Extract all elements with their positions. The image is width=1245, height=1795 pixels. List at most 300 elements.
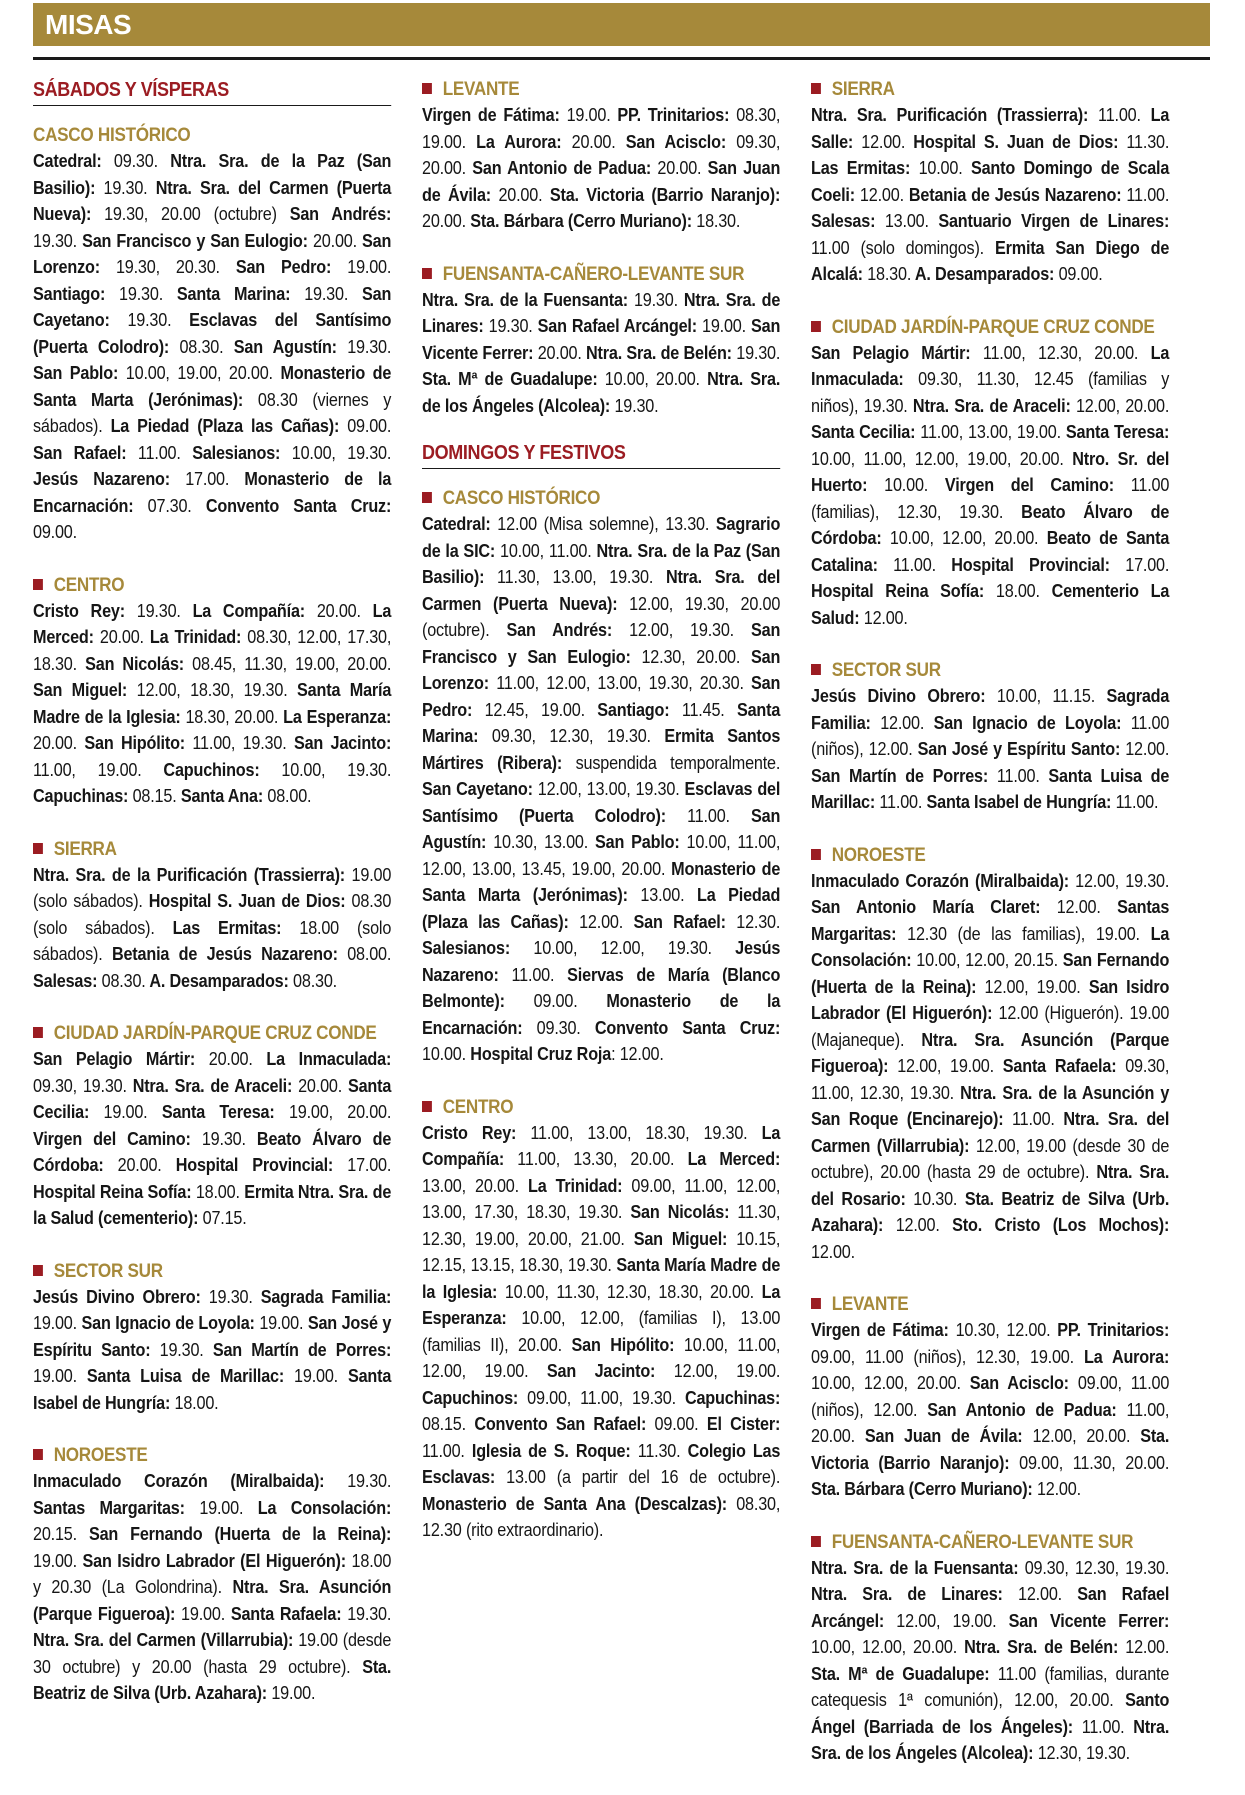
church-name: Santa Rafaela: [993,1056,1117,1076]
church-entry [33,443,181,463]
church-name: La Inmaculada: [811,342,1170,389]
church-name: Santuario Virgen de Linares: [928,211,1170,231]
church-name: Hospital Reina Sofía: [811,581,985,601]
mass-times: 10.00, 19.30. [280,442,392,463]
mass-times: 18.30. [691,211,741,231]
church-entry [77,1366,338,1386]
church-name: Sta. Bárbara (Cerro Muriano): [811,1479,1033,1499]
mass-times: 11.00 (niños), 12.00. [811,712,1170,759]
church-entry [33,469,229,489]
mass-times: 08.45, 11.30, 19.00, 20.00. [184,653,392,674]
mass-times: 08.15. [128,786,177,806]
area-title [33,124,391,148]
mass-times: 10.00, 12.00, 20.00. [811,1637,958,1657]
church-name: Virgen de Fátima: [811,1320,949,1340]
church-entry [811,211,929,231]
church-name: Colegio Las Esclavas: [422,1440,781,1487]
church-name: Hospital S. Juan de Dios: [142,891,346,911]
church-name: A. Desamparados: [911,264,1055,284]
church-entry [811,766,1040,786]
church-entry [582,343,781,363]
mass-times: 08.30. [288,970,338,991]
church-name: San Miguel: [624,1228,728,1249]
church-name: Virgen de Fátima: [422,105,560,125]
mass-times: 08.30. [169,336,224,357]
church-entry [811,1479,1081,1499]
mass-times: 10.00, 11.15. [985,686,1096,706]
mass-times: 09.00. [33,522,77,542]
church-name: Ntra. Sra. de la Asunción y San Roque (Encinarejo): [811,1082,1170,1129]
area-section [33,124,391,546]
church-name: La Esperanza: [278,706,392,727]
church-name: Beato de Santa Catalina: [811,528,1170,575]
church-entry [103,416,392,436]
church-name: Monasterio de Santa Marta (Jerónimas): [422,858,781,905]
mass-times: 10.00. [867,475,929,495]
mass-times: 12.00. [1002,1584,1062,1604]
mass-times: 19.30. [95,177,148,198]
church-entry [913,739,1170,759]
area-title [33,1022,391,1046]
mass-times: 10.00, 19.30. [259,759,392,780]
church-entry [466,211,740,231]
church-entry [908,396,1170,416]
church-name: Ntra. Sra. de los Ángeles (Alcolea): [422,369,781,416]
church-name: San Francisco y San Eulogio: [76,230,308,251]
church-entry [466,1414,699,1434]
mass-times: 07.15. [198,1208,247,1228]
area-section [422,1096,780,1544]
church-entry [422,1123,748,1143]
mass-times: 19.00. [33,1366,77,1386]
mass-times: 18.30. [862,264,912,284]
church-entry [533,316,746,336]
page-title: MISAS [45,9,132,40]
mass-times: 12.00, 19.00 (desde 30 de octubre), 20.00 (hasta 29 de octubre). [811,1135,1170,1182]
church-name: Ntra. Sra. de Belén: [581,342,732,363]
church-name: San Hipólito: [76,733,186,753]
mass-times: 08.30 (viernes y sábados). [33,389,392,436]
mass-times: 12.00, 19.00. [655,1361,781,1381]
area-title-text: CASCO HISTÓRICO [442,488,601,509]
area-section [422,263,780,420]
church-name: San Juan de Ávila: [422,158,781,205]
mass-times: 12.00 (Misa solemne), 13.30. [490,514,710,534]
mass-times: 11.00 (familias), 12.30, 19.30. [811,475,1170,522]
church-name: Virgen del Camino: [928,475,1114,495]
church-entry [811,422,1061,442]
mass-times: 09.00. [339,416,392,436]
church-name: Virgen del Camino: [33,1128,191,1149]
church-name: San Ignacio de Loyola: [924,712,1122,733]
mass-times: 11.00, 13.00, 19.00. [915,422,1061,442]
mass-times: 12.00. [1032,1479,1081,1499]
church-entry [177,786,312,806]
church-name: Ermita Santos Mártires (Ribera): [422,726,781,773]
church-name: Betania de Jesús Nazareno: [102,944,338,964]
church-name: Sagrada Familia: [811,686,1170,733]
church-name: San Pablo: [588,832,680,852]
mass-times: 08.30, 12.00, 17.30, 18.30. [33,627,392,674]
church-name: San Juan de Ávila: [854,1426,1023,1446]
church-name: Ntra. Sra. Asunción (Parque Figueroa): [811,1029,1170,1076]
mass-times: 13.00, 20.00. [422,1175,519,1196]
church-name: Esclavas del Santísimo (Puerta Colodro): [33,310,392,357]
church-entry [422,1494,780,1541]
church-entry [922,792,1158,812]
church-name: Santo Ángel (Barriada de los Ángeles): [811,1690,1170,1737]
church-name: Ermita Ntra. Sra. de la Salud (cementerio): [33,1181,392,1228]
church-entry [904,185,1169,205]
square-bullet-icon [422,268,432,279]
church-entry [811,1584,1062,1604]
church-name: La Piedad (Plaza las Cañas): [102,416,340,436]
mass-times: 20.00. [533,342,582,363]
church-entry [811,105,1141,125]
mass-times: 11.00 (solo domingos). [811,237,985,258]
mass-times: 11.00. [988,765,1040,786]
mass-times: 19.00. [33,1313,77,1333]
mass-times: 08.30, 19.00. [422,105,781,152]
mass-times: 12.30, 20.00. [630,646,741,667]
mass-times: 09.00. [646,1414,699,1434]
mass-times: 19.30. [105,283,164,304]
mass-times: 09.30, 11.30, 12.45 (familias y niños), 19.30. [811,369,1170,416]
church-entry [33,1471,391,1491]
mass-schedule [811,102,1169,288]
church-name: Ntra. Sra. de los Ángeles (Alcolea): [811,1716,1170,1763]
mass-schedule [422,1120,780,1544]
church-name: Salesianos: [180,442,281,463]
church-name: San Lorenzo: [33,230,392,277]
mass-schedule [33,1046,391,1232]
church-name: San Fernando (Huerta de la Reina): [76,1524,392,1544]
area-section [33,838,391,995]
church-name: Ntra. Sra. de la Paz (San Basilio): [422,540,781,587]
church-name: Sta. Bárbara (Cerro Muriano): [465,211,692,231]
mass-times: 11.00. [665,805,730,826]
mass-times: 12.00. [1120,739,1170,759]
mass-times: 11.00. [1111,792,1159,812]
church-name: Sto. Cristo (Los Mochos): [939,1215,1170,1235]
mass-times: 11.00. [126,442,181,463]
area-section [422,487,780,1068]
area-title-text: NOROESTE [53,1445,148,1466]
mass-times: 19.30. [483,316,533,336]
mass-times: 11.45. [669,699,725,720]
church-entry [422,369,700,389]
mass-times: 17.00. [169,469,230,489]
church-name: Sagrada Familia: [252,1286,392,1307]
mass-times: 10.00, 11.30, 12.30, 18.30, 20.00. [497,1281,754,1302]
mass-schedule [33,862,391,995]
mass-times: 09.00, 11.00 (niños), 12.30, 19.00. [811,1346,1074,1367]
church-name: Catedral: [422,514,491,534]
church-entry [162,1155,392,1175]
church-name: Esclavas del Santísimo (Puerta Colodro): [422,779,781,826]
church-name: Sagrario de la SIC: [422,514,781,561]
mass-schedule [33,1284,391,1417]
mass-times: 19.00. [89,1102,148,1122]
mass-times: 08.00. [263,786,312,806]
mass-times: 19.30. [324,1471,392,1491]
area-title-text: SECTOR SUR [53,1260,163,1282]
mass-times: 19.00. [284,1366,339,1386]
area-title-text: SIERRA [53,838,117,860]
church-entry [466,158,701,178]
mass-times: 09.30, 20.00. [422,131,781,178]
church-name: PP. Trinitarios: [1050,1320,1170,1340]
mass-times: 17.00. [1109,554,1170,575]
mass-times: 09.30, 19.30. [33,1075,127,1096]
church-name: San Antonio María Claret: [811,897,1041,917]
church-entry [33,151,158,171]
church-name: San Rafael Arcángel: [811,1584,1170,1631]
mass-times: 09.00. [1054,264,1103,284]
mass-times: 20.00. [292,1075,343,1096]
church-name: San Pablo: [33,363,119,383]
church-name: Santiago: [584,699,670,720]
mass-times: 19.00. [696,316,746,336]
church-entry [33,680,288,700]
mass-times: 12.00. [1040,897,1101,917]
mass-schedule [33,598,391,810]
area-title [422,263,780,287]
church-name: Sta. Mª de Guadalupe: [811,1663,990,1684]
mass-schedule [811,1317,1169,1503]
church-entry [936,555,1169,575]
church-name: Jesús Nazareno: [33,469,170,489]
area-title [811,1293,1169,1317]
church-entry [911,264,1102,284]
church-name: Santa Marina: [163,283,291,304]
mass-times: 09.00, 11.00, 12.00, 13.00, 17.30, 18.30, 19.30. [422,1175,781,1222]
mass-times: 09.00, 11.00 (niños), 12.00. [811,1373,1170,1420]
mass-times: 12.00, 18.30, 19.30. [127,680,288,700]
church-name: La Trinidad: [143,627,242,647]
mass-times: : 12.00. [611,1044,664,1064]
church-name: Ntra. Sra. de Linares: [422,289,781,336]
church-name: Las Ermitas: [154,917,282,938]
mass-schedule [422,287,780,420]
church-name: El Cister: [698,1414,781,1434]
church-entry [33,1182,240,1202]
mass-times: 11.30, 12.30, 19.00, 20.00, 21.00. [422,1202,781,1249]
church-name: Ntra. Sra. de Linares: [811,1584,1003,1604]
church-name: San Nicolás: [622,1202,730,1222]
mass-times: 19.00 (desde 30 octubre) y 20.00 (hasta 29 octubre). [33,1630,392,1677]
mass-times: 11.00, 12.30, 20.00. [970,342,1139,363]
church-name: Capuchinas: [33,786,129,806]
mass-times: 09.30. [522,1017,581,1038]
church-entry [33,363,273,383]
church-name: La Trinidad: [518,1175,623,1196]
church-name: Monasterio de la Encarnación: [33,469,392,516]
mass-times: 19.30. [341,1603,392,1624]
mass-times: 10.00, 12.00, 20.00. [811,1373,961,1393]
church-name: Monasterio de Santa Ana (Descalzas): [422,1493,728,1514]
church-name: San Cayetano: [33,283,392,330]
church-name: Sta. Beatriz de Silva (Urb. Azahara): [33,1656,392,1703]
church-entry [811,871,1169,891]
church-name: Santas Margaritas: [33,1497,185,1518]
mass-times: 10.00, 12.00, 20.15. [911,950,1058,970]
square-bullet-icon [33,1265,43,1276]
church-entry [811,1320,1050,1340]
column-1 [33,78,391,1735]
mass-times: 13.00. [627,885,685,905]
mass-times: 11.00. [422,1440,465,1461]
area-title [811,316,1169,340]
church-name: Ntra. Sra. de Belén: [957,1637,1119,1657]
mass-times: 12.00, 19.30, 20.00 (octubre). [422,593,781,640]
mass-times: 10.00, 11.00, 12.00, 13.00, 13.45, 19.00, 20.00. [422,832,781,879]
mass-times: 12.30 (de las familias), 19.00. [896,923,1140,944]
mass-times: 12.00. [1118,1637,1170,1657]
church-entry [490,620,734,640]
church-name: Santa María Madre de la Iglesia: [422,1255,781,1302]
church-name: Catedral: [33,151,102,171]
church-name: Jesús Divino Obrero: [811,686,986,706]
church-entry [528,1361,780,1381]
church-entry [422,1388,676,1408]
church-name: Ermita San Diego de Alcalá: [811,237,1170,284]
church-name: Cementerio La Salud: [811,581,1170,628]
mass-times: 19.30. [124,600,181,621]
mass-times: 19.30. [336,336,392,357]
mass-times: 10.00, 11.00, 12.00, 19.00, 20.00. [811,448,1064,469]
church-entry [466,1044,664,1064]
church-name: Beato Álvaro de Córdoba: [33,1128,392,1175]
area-title-text: CIUDAD JARDÍN-PARQUE CRUZ CONDE [831,316,1155,338]
mass-times: 10.00, 12.00, (familias I), 13.00 (familias II), 20.00. [422,1308,781,1355]
church-name: Santa Cecilia: [811,422,916,442]
church-entry [77,654,391,674]
area-title-text: SECTOR SUR [831,660,941,681]
mass-times: 12.00, 20.00. [1070,395,1170,416]
mass-times: 12.00, 19.30. [1069,870,1170,891]
church-entry [465,1441,681,1461]
church-name: Ntra. Sra. del Rosario: [811,1162,1170,1209]
church-entry [181,601,361,621]
mass-times: 09.30. [101,151,158,171]
area-title-text: SIERRA [831,79,895,100]
mass-times: 19.00. [184,1497,244,1518]
mass-times: 20.00. [195,1049,253,1069]
mass-times: 09.30, 11.00, 12.30, 19.30. [811,1056,1170,1103]
mass-times: 08.30, 12.30 (rito extraordinario). [422,1493,781,1540]
church-name: Ntra. Sra. Asunción (Parque Figueroa): [33,1577,392,1624]
church-name: San Pedro: [422,673,781,720]
header-bar [33,3,1210,46]
church-name: San Rafael: [33,442,127,463]
church-name: San Rafael: [623,911,726,932]
square-bullet-icon [811,321,821,332]
church-name: San Isidro Labrador (El Higuerón): [76,1550,346,1571]
church-name: San Rafael Arcángel: [532,316,697,336]
column-2 [422,78,780,1572]
mass-times: 12.00, 13.00, 19.30. [532,779,680,799]
mass-times: 18.00 (solo sábados). [33,917,392,964]
area-section [33,574,391,810]
church-name: Santas Margaritas: [811,897,1170,944]
area-title-text: CENTRO [442,1096,514,1118]
mass-times: 09.00. [504,991,578,1011]
church-name: La Consolación: [243,1497,392,1518]
mass-times: 18.00. [984,581,1040,601]
church-name: Capuchinos: [141,759,260,780]
church-name: Jesús Nazareno: [422,938,781,985]
area-title [33,574,391,598]
area-section [811,78,1169,288]
square-bullet-icon [422,1101,432,1112]
mass-times: 10.30, 12.00. [948,1320,1051,1340]
mass-times: 20.00. [305,600,361,621]
church-name: San Jacinto: [286,733,392,753]
church-name: La Merced: [33,600,392,647]
church-name: Iglesia de S. Roque: [464,1440,631,1461]
area-title [33,838,391,862]
church-name: San Agustín: [422,805,781,852]
mass-times: 11.30, 13.00, 19.30. [484,567,654,587]
church-name: San Martín de Porres: [203,1339,392,1360]
mass-times: 11.00, 12.00, 13.00, 19.30, 20.30. [488,673,744,693]
church-entry [146,971,337,991]
church-name: Salesianos: [422,938,511,958]
church-name: San Jacinto: [528,1361,656,1381]
mass-times: 20.00. [307,230,357,251]
area-title [33,1260,391,1284]
church-name: La Salle: [811,105,1170,152]
church-name: Ntro. Sr. del Huerto: [811,448,1170,495]
mass-times: 12.00, 19.00. [976,976,1081,997]
mass-times: 20.00. [422,211,466,231]
mass-times: 19.00 (solo sábados). [33,864,392,911]
church-name: Jesús Divino Obrero: [33,1286,201,1307]
mass-times: 20.15. [33,1524,77,1544]
church-name: Santa Rafaela: [225,1603,342,1624]
church-name: La Compañía: [422,1122,781,1169]
church-entry [33,1498,243,1518]
mass-times: 11.00, 19.00. [33,759,142,780]
square-bullet-icon [33,1027,43,1038]
mass-times: 10.00. [422,1044,466,1064]
church-name: Convento Santa Cruz: [191,495,392,516]
mass-times: 10.15, 12.15, 13.15, 18.30, 19.30. [422,1228,781,1275]
mass-times: 19.30, 20.30. [99,257,220,277]
mass-times: 11.00, 13.30, 20.00. [504,1149,675,1169]
area-title [422,78,780,102]
mass-times: 11.00, 13.00, 18.30, 19.30. [516,1122,748,1143]
church-name: Inmaculado Corazón (Miralbaida): [811,870,1070,891]
church-entry [811,686,1095,706]
church-name: San Pelagio Mártir: [811,342,971,363]
area-section [33,1022,391,1232]
church-entry [422,779,680,799]
church-name: Santa María Madre de la Iglesia: [33,680,392,727]
mass-times: 12.00, 19.00. [888,1056,994,1076]
church-name: Hospital Provincial: [935,554,1110,575]
mass-times: 18.00. [170,1392,219,1413]
mass-times: 10.00, 12.00, 19.30. [510,938,712,958]
mass-times: 10.00, 12.00, 20.00. [881,528,1039,548]
church-name: San Isidro Labrador (El Higuerón): [811,976,1170,1023]
church-entry [223,337,391,357]
square-bullet-icon [422,83,432,94]
church-name: San Cayetano: [422,779,533,799]
church-name: San Acisclo: [960,1373,1069,1393]
square-bullet-icon [811,1298,821,1309]
